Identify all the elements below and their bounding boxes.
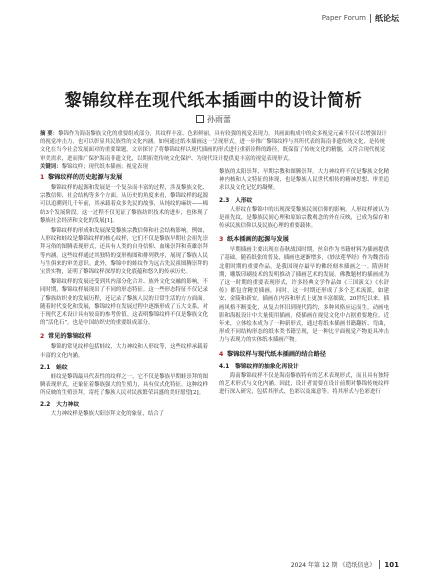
page-header bbox=[322, 12, 399, 24]
page-number: 101 bbox=[384, 560, 399, 569]
paragraph: 人形纹在黎锦中的出现深受黎族民间信仰的影响。人形纹样被认为是祖先纹，是黎族民间心理和原始宗教观念的外在反映，已成为保存和传承民族信仰以及民族心理的重要载体。 bbox=[219, 206, 389, 230]
paragraph: 黎族的太阳崇拜、早期宗教和图腾崇拜。大力神纹样不仅是黎族文化精神内核和人文特征的体现，也是黎族人民世代相传的精神思想、审美追求以及文化记忆的凝聚。 bbox=[219, 169, 389, 192]
keywords-text: 黎锦纹样；现代纸本插画；视觉表现 bbox=[61, 163, 148, 170]
paragraph: 黎锦纹样的起源和发展是一个复杂而丰富的过程，涉及黎族文化、宗教信仰、社会结构等多个方面。从历史的角度来看，黎锦纹样的起源可以追溯到几千年前，其承载着众多先民的故事，从纯纹的麻纺——棉纺3个发展阶段。这一过程不仅见证了黎族纺织技术的进步，也体现了黎族社会经济和文化的发展[1]。 bbox=[40, 185, 208, 224]
paragraph: 蛙纹是黎锦最具代表性的纹样之一，它不仅是黎族早期蛙崇拜的图腾表现形式，还象征着黎族强大的生殖力，具有仪式化特征。这种纹样所反映的生殖崇拜，寄托了黎族人民对民族繁荣昌盛的美好愿望[2]。 bbox=[40, 373, 208, 397]
right-column bbox=[219, 168, 389, 398]
paragraph: 黎锦纹样的发展还受到其内部分化合并、族外文化交融的影响。不同时期，黎锦纹样展现出了不同的形态特征。这一些形态特征不仅记录了黎族纺织业的发展历程，还记录了黎族人民的日常生活的方方面面。随着时代变化和发展，黎锦纹样在发展过程中逐渐形成了五大支系，对于现代艺术设计具有较高的参考价值。这表明黎锦纹样不仅是黎族文化的“活化石”，也是中国纺织史的重要组成部分。 bbox=[40, 279, 208, 327]
section-heading-2: 2 常见的黎锦纹样 bbox=[40, 333, 92, 341]
article-title: 黎锦纹样在现代纸本插画中的设计简析 bbox=[64, 91, 363, 111]
subsection-heading: 2.2 大力神纹 bbox=[40, 402, 80, 409]
abstract-paragraph bbox=[40, 130, 390, 163]
page-footer bbox=[291, 560, 399, 569]
abstract-label: 摘 要： bbox=[40, 131, 59, 137]
paragraph: 黎锦的常见纹样包括蛙纹、大力神纹和人形纹等，这些纹样承载着丰富的文化内涵。 bbox=[40, 344, 208, 359]
paragraph: 大力神纹样是黎族大阳崇拜文化的象征，结合了 bbox=[50, 411, 165, 418]
issue-info: 2024 年第 12 期 《造纸信息》 bbox=[290, 562, 376, 569]
left-column bbox=[40, 172, 208, 421]
paragraph: 黎锦纹样的形成和发展深受黎族宗教信仰和社会结构影响。例如，人形纹和蛙纹是黎锦纹样的核心纹样，它们不仅是黎族早期社会祖先崇拜习俗的图腾表现形式，还具有人类的自身信仰、血缘崇拜和英雄崇拜等内涵。这些纹样通过其独特的变形构图和排列秩序，展现了黎族人民与生俱来的审美意识。此外，黎锦中的蛙纹作为远古先民祖图腾崇拜的宝贵实物，证明了黎锦纹样深厚的文化底蕴和悠久的传承历史。 bbox=[40, 228, 208, 276]
abstract-block bbox=[40, 130, 390, 171]
column-label: 纸论坛 bbox=[375, 13, 399, 23]
author-name: 孙雨蕾 bbox=[207, 115, 231, 124]
footer-divider bbox=[379, 560, 380, 569]
keywords-label: 关键词： bbox=[40, 163, 62, 170]
subsection-heading: 2.3 人形纹 bbox=[219, 197, 253, 204]
header-divider bbox=[370, 14, 371, 23]
abstract-text: 黎锦作为海南黎族文化的重要组成部分，其纹样丰富、色彩鲜丽，具有较强的视觉表现力。其画面构成中的众多视觉元素不仅可以增强设计的视觉冲击力，也可以彰显其民族性的文化内涵。如何通过纸本插画这一呈现形式，进一步推广黎锦纹样与其所代表的海南非遗传统文化，是传统文化在当今社会发展面对的重要课题。文章探讨了将黎锦纹样以现代插画的形式进行重新诠释的路径，既保留了传统文化的精髓，又符合现代视觉审美需求，进而推广保护海南非遗文化，以期拓宽传统文化保护、为现代设计提供更丰富的视觉表现形式。 bbox=[40, 131, 387, 162]
section-heading-1: 1 黎锦纹样的历史起源与发展 bbox=[40, 174, 123, 181]
paragraph: 海南黎锦纹样不仅是海南黎族特有的艺术表现形式，而且具有独特的艺术形式与文化内涵。因此，设计者需要在设计前期对黎锦传统纹样进行深入研究，包括其形式、色彩以及寓意等。将其形式与色彩进行 bbox=[219, 372, 389, 396]
subsection-heading: 4.1 黎锦纹样的抽象化再设计 bbox=[219, 363, 299, 370]
subsection-heading: 2.1 蛙纹 bbox=[40, 364, 68, 371]
paragraph: 早期插画主要出现在春秋战国时期，丝帛作为书籍材料为插画提供了基础。随着纸张的普及，插画也逐渐增多，《妙法莲华经》作为魏晋南北朝时期的重要作品，是我国现存最早的佛经刻本插画之一。隋唐时期，雕版印刷技术的发明推动了插画艺术的发展。佛教题材的插画成为了这一时期的重要表现形式，许多经典文学作品如《三国演义》《水浒传》都包含精美插画。同时，这一时期还形成了多个艺术流派，如建安、金陵和新安，插画在内容和形式上更加丰富细致。20世纪以来，插画风格不断变化，从复古怀旧到现代简约，多种风格应运而生，动画电影和海报设计中大量使用插画，使插画在视觉文化中占据重要地位。近年来，立体绘本成为了一种新形式，通过将纸本插画书籍翻折、弯曲，形成不同结构形态的纸本类书籍呈现，是一种比平面视觉产物更具冲击力与表现力的实体纸本插画产物。 bbox=[219, 247, 389, 344]
author-line bbox=[0, 114, 427, 125]
forum-label: Paper Forum bbox=[321, 14, 366, 22]
section-heading-4: 4 黎锦纹样与现代纸本插画的结合路径 bbox=[219, 350, 326, 358]
author-box-icon bbox=[196, 115, 204, 123]
section-heading-3: 3 纸本插画的起源与发展 bbox=[219, 236, 289, 244]
